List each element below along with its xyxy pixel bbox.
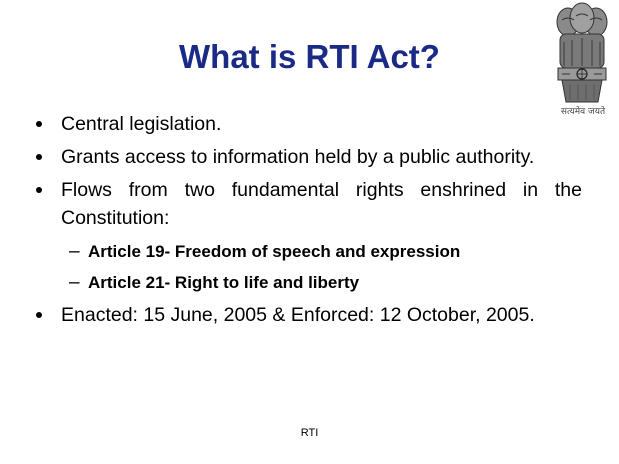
bullet-dot-icon (36, 121, 42, 127)
dash-icon: – (69, 272, 80, 293)
bullet-item (32, 176, 582, 232)
emblem-caption: सत्यमेव जयते (560, 107, 606, 117)
bullet-list (32, 110, 582, 334)
bullet-dot-icon (36, 312, 42, 318)
bullet-dot-icon (36, 187, 42, 193)
sub-bullet-item (32, 237, 582, 266)
bullet-text: Enacted: 15 June, 2005 & Enforced: 12 October, 2005. (61, 304, 535, 326)
sub-bullet-text: Article 19- Freedom of speech and expression (88, 242, 461, 261)
bullet-item (32, 110, 582, 138)
slide-footer: RTI (300, 427, 319, 439)
slide-title: What is RTI Act? (179, 38, 440, 75)
bullet-item (32, 301, 582, 329)
sub-bullet-text: Article 21- Right to life and liberty (88, 273, 360, 292)
dash-icon: – (69, 241, 80, 262)
sub-bullet-item (32, 268, 582, 297)
bullet-text: Grants access to information held by a public authority. (61, 146, 535, 168)
bullet-dot-icon (36, 154, 42, 160)
bullet-text: Central legislation. (61, 113, 222, 135)
bullet-item (32, 143, 582, 171)
bullet-text: Flows from two fundamental rights enshrined in the Constitution: (61, 179, 582, 229)
